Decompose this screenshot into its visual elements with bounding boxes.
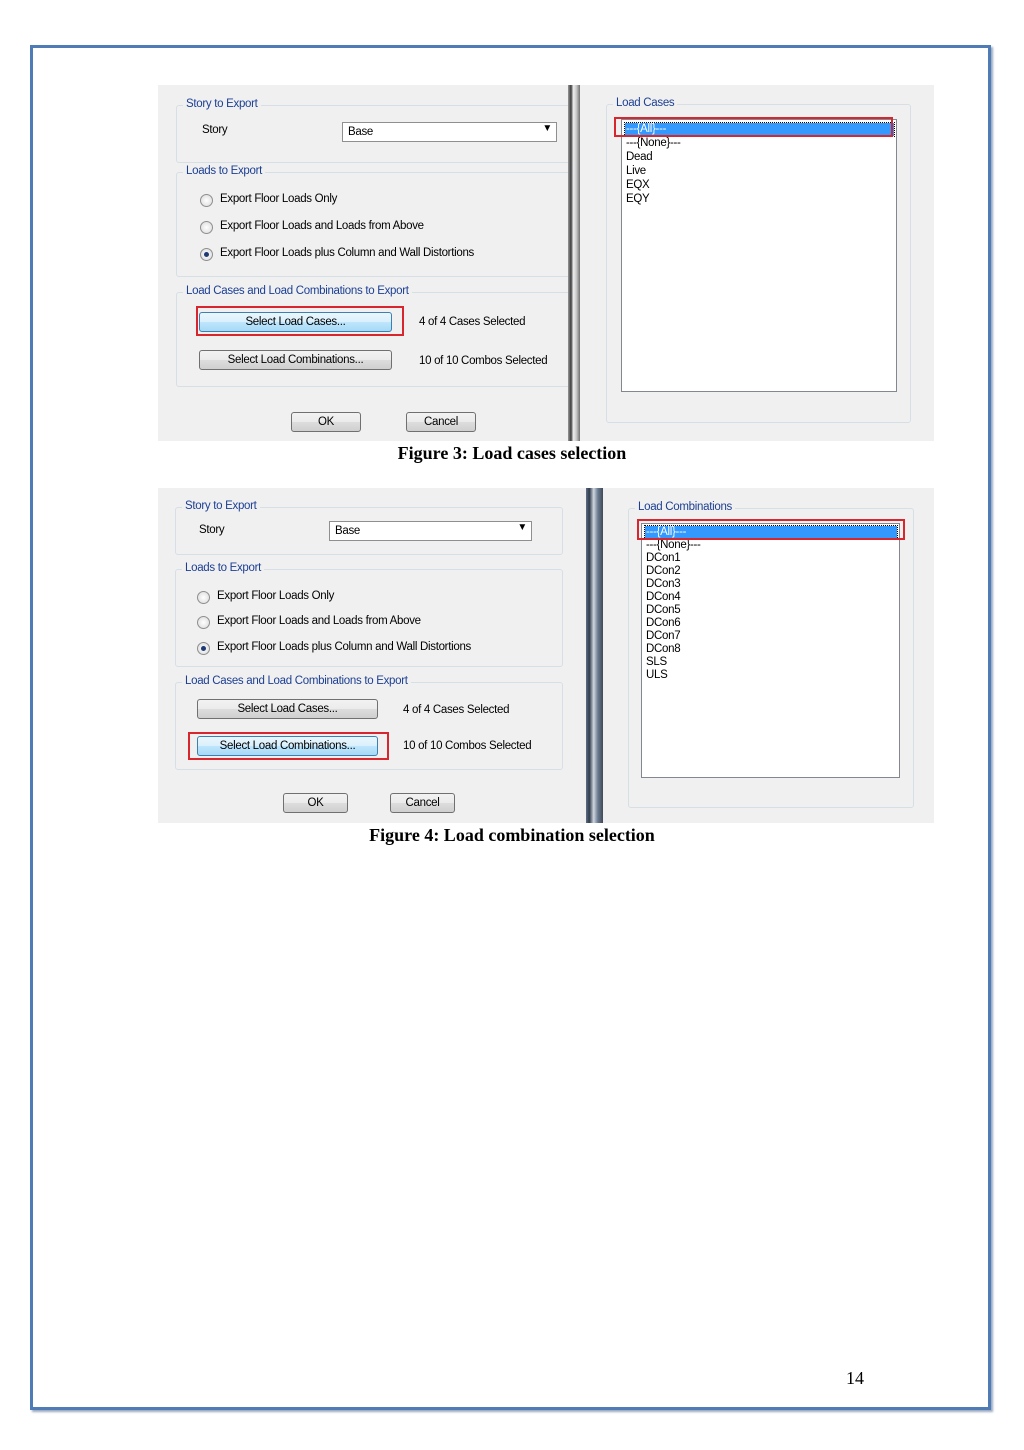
radio-label: Export Floor Loads plus Column and Wall Distortions [220, 247, 475, 259]
load-cases-listbox[interactable] [621, 119, 897, 392]
loads-group [176, 165, 576, 277]
export-dialog-left [158, 488, 586, 823]
window-divider [586, 488, 603, 823]
loads-group [175, 562, 563, 667]
story-group [175, 500, 563, 555]
select-load-cases-button[interactable]: Select Load Cases... [197, 699, 378, 719]
cases-status: 4 of 4 Cases Selected [419, 316, 526, 328]
highlight-select-combos [188, 732, 389, 760]
cases-status: 4 of 4 Cases Selected [403, 704, 510, 716]
select-load-combinations-button[interactable]: Select Load Combinations... [197, 736, 378, 756]
story-dropdown-value: Base [348, 126, 374, 138]
story-group-title: Story to Export [183, 98, 261, 110]
list-item[interactable]: ---{None}--- [626, 137, 681, 149]
list-item[interactable]: Dead [626, 151, 653, 163]
page-number: 14 [846, 1368, 864, 1388]
cases-combos-group-title: Load Cases and Load Combinations to Export [182, 675, 411, 687]
radio-label: Export Floor Loads Only [220, 193, 338, 205]
list-item[interactable]: DCon8 [646, 643, 681, 655]
combos-status: 10 of 10 Combos Selected [403, 740, 532, 752]
figure-4-screenshot [158, 488, 934, 823]
radio-icon [197, 616, 210, 629]
load-combinations-group-title: Load Combinations [635, 501, 735, 513]
radio-icon [200, 221, 213, 234]
load-combinations-group [628, 501, 914, 808]
cases-combos-group-title: Load Cases and Load Combinations to Export [183, 285, 412, 297]
highlight-all-item [614, 117, 893, 137]
figure-3-screenshot [158, 85, 934, 441]
radio-selected-icon [200, 248, 213, 261]
radio-icon [197, 591, 210, 604]
select-load-cases-button[interactable]: Select Load Cases... [199, 312, 392, 332]
loads-group-title: Loads to Export [183, 165, 265, 177]
highlight-select-cases [196, 306, 404, 336]
select-load-combinations-button[interactable]: Select Load Combinations... [199, 350, 392, 370]
radio-label: Export Floor Loads and Loads from Above [217, 615, 421, 627]
list-item[interactable]: DCon1 [646, 552, 681, 564]
story-dropdown[interactable] [342, 122, 557, 142]
radio-selected-icon [197, 642, 210, 655]
loads-group-title: Loads to Export [182, 562, 264, 574]
figure-3-caption: Figure 3: Load cases selection [397, 443, 627, 463]
combos-status: 10 of 10 Combos Selected [419, 355, 548, 367]
story-label: Story [202, 124, 228, 136]
load-combinations-panel [603, 488, 934, 823]
list-item[interactable]: ---{All}--- [625, 123, 894, 136]
list-item[interactable]: ---{All}--- [645, 526, 897, 539]
highlight-all-item [637, 519, 905, 540]
window-divider [568, 85, 580, 441]
story-group [176, 98, 576, 163]
radio-icon [200, 194, 213, 207]
list-item[interactable]: DCon6 [646, 617, 681, 629]
list-item[interactable]: DCon3 [646, 578, 681, 590]
story-group-title: Story to Export [182, 500, 260, 512]
list-item[interactable]: ---{None}--- [646, 539, 701, 551]
chevron-down-icon: ▼ [542, 123, 552, 134]
load-cases-panel [580, 85, 934, 441]
list-item[interactable]: EQX [626, 179, 650, 191]
story-dropdown[interactable] [329, 521, 532, 541]
radio-label: Export Floor Loads plus Column and Wall Distortions [217, 641, 472, 653]
list-item[interactable]: DCon5 [646, 604, 681, 616]
ok-button[interactable]: OK [283, 793, 348, 813]
cancel-button[interactable]: Cancel [406, 412, 476, 432]
radio-label: Export Floor Loads Only [217, 590, 335, 602]
load-combinations-listbox[interactable] [641, 523, 900, 778]
list-item[interactable]: DCon7 [646, 630, 681, 642]
ok-button[interactable]: OK [291, 412, 361, 432]
cancel-button[interactable]: Cancel [390, 793, 455, 813]
list-item[interactable]: EQY [626, 193, 650, 205]
list-item[interactable]: SLS [646, 656, 667, 668]
list-item[interactable]: ULS [646, 669, 668, 681]
load-cases-group [606, 97, 911, 423]
radio-label: Export Floor Loads and Loads from Above [220, 220, 424, 232]
chevron-down-icon: ▼ [517, 522, 527, 533]
list-item[interactable]: DCon4 [646, 591, 681, 603]
story-dropdown-value: Base [335, 525, 361, 537]
list-item[interactable]: Live [626, 165, 646, 177]
export-dialog-left [158, 85, 570, 441]
figure-4-caption: Figure 4: Load combination selection [369, 825, 655, 845]
load-cases-group-title: Load Cases [613, 97, 677, 109]
story-label: Story [199, 524, 225, 536]
list-item[interactable]: DCon2 [646, 565, 681, 577]
